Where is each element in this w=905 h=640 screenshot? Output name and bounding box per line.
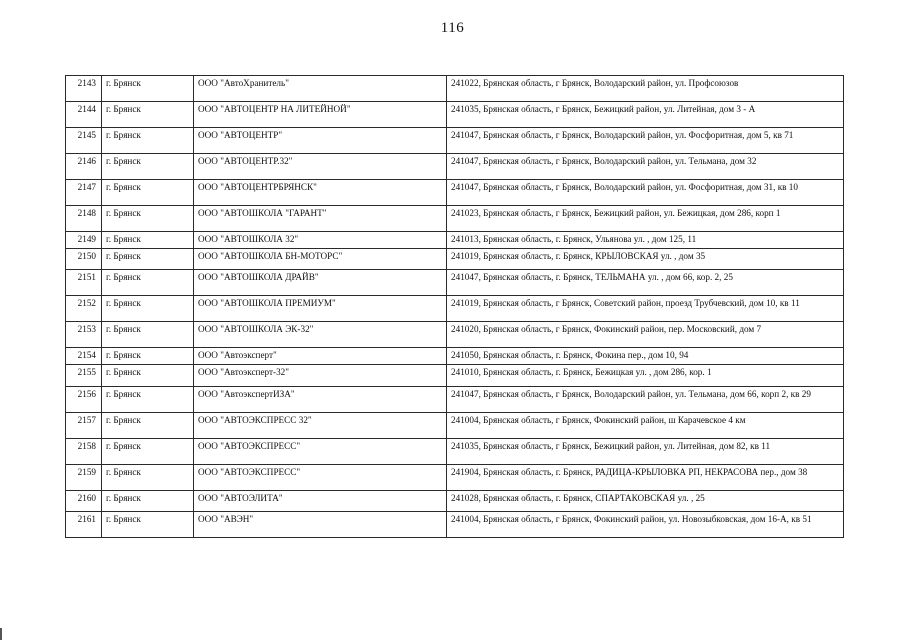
row-organization-cell: ООО "АВТОЦЕНТРБРЯНСК": [194, 180, 447, 206]
row-number-cell: 2148: [66, 206, 102, 232]
table-row: [66, 296, 844, 322]
row-number-cell: 2147: [66, 180, 102, 206]
table-row: [66, 154, 844, 180]
row-number-cell: 2158: [66, 439, 102, 465]
row-number-cell: 2149: [66, 232, 102, 249]
row-organization-cell: ООО "АвтоэкспертИЗА": [194, 387, 447, 413]
table-row: [66, 76, 844, 102]
page-number: 116: [440, 20, 465, 36]
row-organization-cell: ООО "АВТОШКОЛА ПРЕМИУМ": [194, 296, 447, 322]
row-address-cell: 241004, Брянская область, г Брянск, Фокинский район, ул. Новозыбковская, дом 16-А, кв 51: [447, 512, 844, 538]
scan-edge-mark: [0, 628, 2, 640]
row-address-cell: 241047, Брянская область, г Брянск, Володарский район, ул. Фосфоритная, дом 5, кв 71: [447, 128, 844, 154]
row-address-cell: 241035, Брянская область, г Брянск, Бежицкий район, ул. Литейная, дом 3 - А: [447, 102, 844, 128]
row-address-cell: 241019, Брянская область, г. Брянск, КРЫЛОВСКАЯ ул. , дом 35: [447, 249, 844, 270]
row-address-cell: 241019, Брянская область, г Брянск, Советский район, проезд Трубчевский, дом 10, кв 11: [447, 296, 844, 322]
row-city-cell: г. Брянск: [102, 465, 194, 491]
row-city-cell: г. Брянск: [102, 348, 194, 365]
row-address-cell: 241047, Брянская область, г Брянск, Володарский район, ул. Тельмана, дом 66, корп 2, кв 29: [447, 387, 844, 413]
table-row: [66, 465, 844, 491]
row-number-cell: 2150: [66, 249, 102, 270]
row-number-cell: 2155: [66, 365, 102, 387]
row-organization-cell: ООО "АВТОШКОЛА БН-МОТОРС": [194, 249, 447, 270]
row-number-cell: 2144: [66, 102, 102, 128]
row-organization-cell: ООО "Автоэксперт": [194, 348, 447, 365]
table-row: [66, 439, 844, 465]
row-city-cell: г. Брянск: [102, 232, 194, 249]
row-organization-cell: ООО "АВТОЭКСПРЕСС": [194, 465, 447, 491]
table-row: [66, 180, 844, 206]
row-address-cell: 241010, Брянская область, г. Брянск, Бежицкая ул. , дом 286, кор. 1: [447, 365, 844, 387]
table-row: [66, 365, 844, 387]
row-organization-cell: ООО "АВТОШКОЛА ЭК-32": [194, 322, 447, 348]
row-address-cell: 241904, Брянская область, г. Брянск, РАДИЦА-КРЫЛОВКА РП, НЕКРАСОВА пер., дом 38: [447, 465, 844, 491]
table-row: [66, 491, 844, 512]
row-number-cell: 2160: [66, 491, 102, 512]
row-number-cell: 2153: [66, 322, 102, 348]
row-address-cell: 241047, Брянская область, г. Брянск, ТЕЛЬМАНА ул. , дом 66, кор. 2, 25: [447, 270, 844, 296]
registry-table: [65, 75, 844, 538]
row-city-cell: г. Брянск: [102, 154, 194, 180]
row-city-cell: г. Брянск: [102, 413, 194, 439]
row-organization-cell: ООО "АВТОЦЕНТР.32": [194, 154, 447, 180]
table-row: [66, 322, 844, 348]
row-city-cell: г. Брянск: [102, 270, 194, 296]
row-organization-cell: ООО "АвтоХранитель": [194, 76, 447, 102]
row-number-cell: 2154: [66, 348, 102, 365]
table-row: [66, 102, 844, 128]
row-city-cell: г. Брянск: [102, 296, 194, 322]
table-row: [66, 387, 844, 413]
row-organization-cell: ООО "АВТОШКОЛА 32": [194, 232, 447, 249]
row-organization-cell: ООО "АВТОЭКСПРЕСС": [194, 439, 447, 465]
row-city-cell: г. Брянск: [102, 439, 194, 465]
row-address-cell: 241028, Брянская область, г. Брянск, СПАРТАКОВСКАЯ ул. , 25: [447, 491, 844, 512]
row-address-cell: 241047, Брянская область, г Брянск, Володарский район, ул. Фосфоритная, дом 31, кв 10: [447, 180, 844, 206]
row-city-cell: г. Брянск: [102, 512, 194, 538]
row-city-cell: г. Брянск: [102, 102, 194, 128]
row-city-cell: г. Брянск: [102, 322, 194, 348]
row-organization-cell: ООО "АВТОЦЕНТР НА ЛИТЕЙНОЙ": [194, 102, 447, 128]
row-address-cell: 241035, Брянская область, г Брянск, Бежицкий район, ул. Литейная, дом 82, кв 11: [447, 439, 844, 465]
row-city-cell: г. Брянск: [102, 128, 194, 154]
row-number-cell: 2151: [66, 270, 102, 296]
row-number-cell: 2143: [66, 76, 102, 102]
row-address-cell: 241050, Брянская область, г. Брянск, Фокина пер., дом 10, 94: [447, 348, 844, 365]
row-number-cell: 2145: [66, 128, 102, 154]
registry-table-body: [66, 76, 844, 538]
row-city-cell: г. Брянск: [102, 491, 194, 512]
table-row: [66, 413, 844, 439]
row-number-cell: 2152: [66, 296, 102, 322]
row-organization-cell: ООО "АВТОШКОЛА "ГАРАНТ": [194, 206, 447, 232]
row-address-cell: 241023, Брянская область, г Брянск, Бежицкий район, ул. Бежицкая, дом 286, корп 1: [447, 206, 844, 232]
table-row: [66, 512, 844, 538]
row-city-cell: г. Брянск: [102, 249, 194, 270]
table-row: [66, 206, 844, 232]
row-organization-cell: ООО "АВТОЦЕНТР": [194, 128, 447, 154]
row-address-cell: 241013, Брянская область, г. Брянск, Ульянова ул. , дом 125, 11: [447, 232, 844, 249]
row-number-cell: 2156: [66, 387, 102, 413]
row-city-cell: г. Брянск: [102, 76, 194, 102]
row-number-cell: 2161: [66, 512, 102, 538]
row-number-cell: 2159: [66, 465, 102, 491]
table-row: [66, 249, 844, 270]
row-address-cell: 241022, Брянская область, г Брянск, Володарский район, ул. Профсоюзов: [447, 76, 844, 102]
table-row: [66, 232, 844, 249]
row-address-cell: 241047, Брянская область, г Брянск, Володарский район, ул. Тельмана, дом 32: [447, 154, 844, 180]
table-row: [66, 128, 844, 154]
row-organization-cell: ООО "АВТОЭКСПРЕСС 32": [194, 413, 447, 439]
row-organization-cell: ООО "АВТОШКОЛА ДРАЙВ": [194, 270, 447, 296]
row-city-cell: г. Брянск: [102, 387, 194, 413]
row-number-cell: 2157: [66, 413, 102, 439]
table-row: [66, 348, 844, 365]
row-city-cell: г. Брянск: [102, 206, 194, 232]
row-address-cell: 241020, Брянская область, г Брянск, Фокинский район, пер. Московский, дом 7: [447, 322, 844, 348]
row-organization-cell: ООО "АВЭН": [194, 512, 447, 538]
row-city-cell: г. Брянск: [102, 180, 194, 206]
row-number-cell: 2146: [66, 154, 102, 180]
row-organization-cell: ООО "Автоэксперт-32": [194, 365, 447, 387]
row-address-cell: 241004, Брянская область, г Брянск, Фокинский район, ш Карачевское 4 км: [447, 413, 844, 439]
row-organization-cell: ООО "АВТОЭЛИТА": [194, 491, 447, 512]
row-city-cell: г. Брянск: [102, 365, 194, 387]
table-row: [66, 270, 844, 296]
